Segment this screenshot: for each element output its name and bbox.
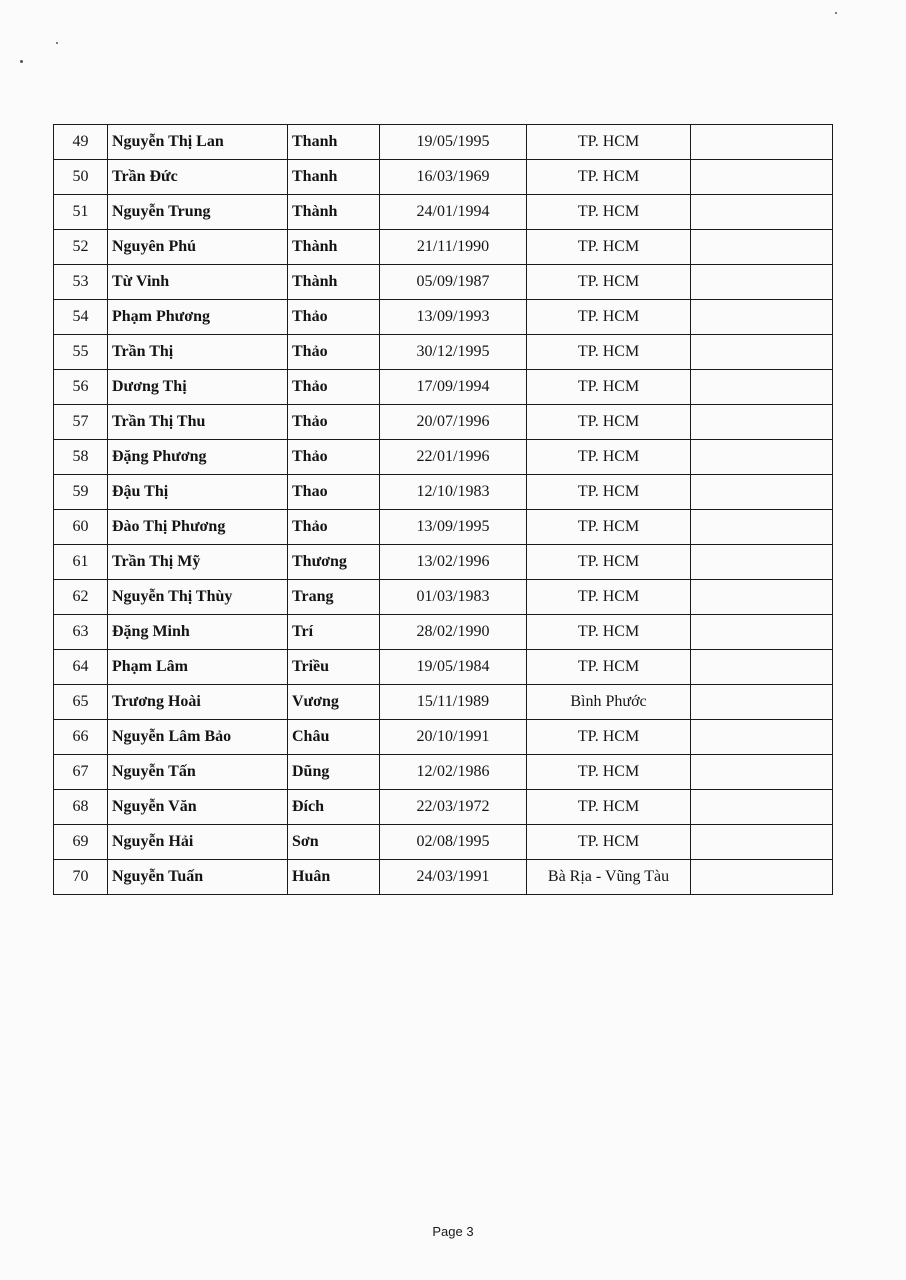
given-name-cell: Dũng: [288, 755, 380, 790]
note-cell: [691, 825, 833, 860]
surname-cell: Trần Đức: [108, 160, 288, 195]
row-number: 54: [54, 300, 108, 335]
birthplace-cell: TP. HCM: [527, 405, 691, 440]
birth-date-cell: 19/05/1984: [380, 650, 527, 685]
birthplace-cell: TP. HCM: [527, 545, 691, 580]
note-cell: [691, 615, 833, 650]
table-row: [54, 160, 833, 195]
birthplace-cell: Bà Rịa - Vũng Tàu: [527, 860, 691, 895]
row-number: 55: [54, 335, 108, 370]
surname-cell: Nguyễn Trung: [108, 195, 288, 230]
surname-cell: Trần Thị Mỹ: [108, 545, 288, 580]
table-row: [54, 755, 833, 790]
scan-speck: [835, 12, 837, 14]
birthplace-cell: TP. HCM: [527, 755, 691, 790]
surname-cell: Nguyên Phú: [108, 230, 288, 265]
table-row: [54, 230, 833, 265]
note-cell: [691, 370, 833, 405]
roster-body: [54, 125, 833, 895]
birthplace-cell: TP. HCM: [527, 195, 691, 230]
row-number: 53: [54, 265, 108, 300]
note-cell: [691, 545, 833, 580]
birthplace-cell: TP. HCM: [527, 650, 691, 685]
scan-speck: [20, 60, 23, 63]
note-cell: [691, 720, 833, 755]
surname-cell: Nguyễn Thị Lan: [108, 125, 288, 160]
row-number: 66: [54, 720, 108, 755]
row-number: 67: [54, 755, 108, 790]
surname-cell: Nguyễn Tấn: [108, 755, 288, 790]
birthplace-cell: TP. HCM: [527, 825, 691, 860]
table-row: [54, 615, 833, 650]
note-cell: [691, 440, 833, 475]
surname-cell: Trần Thị Thu: [108, 405, 288, 440]
table-row: [54, 720, 833, 755]
note-cell: [691, 405, 833, 440]
given-name-cell: Thương: [288, 545, 380, 580]
birth-date-cell: 20/07/1996: [380, 405, 527, 440]
birthplace-cell: TP. HCM: [527, 720, 691, 755]
surname-cell: Đào Thị Phương: [108, 510, 288, 545]
birth-date-cell: 13/09/1995: [380, 510, 527, 545]
given-name-cell: Châu: [288, 720, 380, 755]
note-cell: [691, 230, 833, 265]
surname-cell: Đặng Phương: [108, 440, 288, 475]
birth-date-cell: 12/02/1986: [380, 755, 527, 790]
table-row: [54, 265, 833, 300]
given-name-cell: Thanh: [288, 125, 380, 160]
given-name-cell: Thảo: [288, 510, 380, 545]
note-cell: [691, 580, 833, 615]
given-name-cell: Thành: [288, 195, 380, 230]
row-number: 60: [54, 510, 108, 545]
birthplace-cell: TP. HCM: [527, 580, 691, 615]
birth-date-cell: 16/03/1969: [380, 160, 527, 195]
row-number: 65: [54, 685, 108, 720]
birth-date-cell: 01/03/1983: [380, 580, 527, 615]
surname-cell: Phạm Lâm: [108, 650, 288, 685]
given-name-cell: Thảo: [288, 335, 380, 370]
row-number: 59: [54, 475, 108, 510]
row-number: 61: [54, 545, 108, 580]
birthplace-cell: TP. HCM: [527, 370, 691, 405]
birthplace-cell: TP. HCM: [527, 335, 691, 370]
table-row: [54, 475, 833, 510]
table-row: [54, 335, 833, 370]
given-name-cell: Thảo: [288, 405, 380, 440]
surname-cell: Trần Thị: [108, 335, 288, 370]
given-name-cell: Triều: [288, 650, 380, 685]
given-name-cell: Trí: [288, 615, 380, 650]
birth-date-cell: 13/02/1996: [380, 545, 527, 580]
birthplace-cell: TP. HCM: [527, 615, 691, 650]
table-row: [54, 650, 833, 685]
birthplace-cell: TP. HCM: [527, 265, 691, 300]
birth-date-cell: 20/10/1991: [380, 720, 527, 755]
birth-date-cell: 15/11/1989: [380, 685, 527, 720]
surname-cell: Phạm Phương: [108, 300, 288, 335]
row-number: 51: [54, 195, 108, 230]
given-name-cell: Thảo: [288, 300, 380, 335]
note-cell: [691, 335, 833, 370]
row-number: 63: [54, 615, 108, 650]
birthplace-cell: Bình Phước: [527, 685, 691, 720]
table-row: [54, 440, 833, 475]
surname-cell: Đậu Thị: [108, 475, 288, 510]
table-row: [54, 195, 833, 230]
given-name-cell: Thành: [288, 265, 380, 300]
given-name-cell: Thảo: [288, 440, 380, 475]
note-cell: [691, 125, 833, 160]
surname-cell: Nguyễn Lâm Bảo: [108, 720, 288, 755]
birth-date-cell: 24/03/1991: [380, 860, 527, 895]
birthplace-cell: TP. HCM: [527, 510, 691, 545]
surname-cell: Nguyễn Văn: [108, 790, 288, 825]
birthplace-cell: TP. HCM: [527, 440, 691, 475]
note-cell: [691, 510, 833, 545]
row-number: 52: [54, 230, 108, 265]
surname-cell: Nguyễn Thị Thùy: [108, 580, 288, 615]
page-number: Page 3: [432, 1224, 474, 1239]
birth-date-cell: 24/01/1994: [380, 195, 527, 230]
birthplace-cell: TP. HCM: [527, 125, 691, 160]
birth-date-cell: 21/11/1990: [380, 230, 527, 265]
birth-date-cell: 30/12/1995: [380, 335, 527, 370]
given-name-cell: Đích: [288, 790, 380, 825]
birth-date-cell: 22/03/1972: [380, 790, 527, 825]
given-name-cell: Thảo: [288, 370, 380, 405]
note-cell: [691, 195, 833, 230]
surname-cell: Từ Vinh: [108, 265, 288, 300]
birthplace-cell: TP. HCM: [527, 790, 691, 825]
birthplace-cell: TP. HCM: [527, 160, 691, 195]
given-name-cell: Huân: [288, 860, 380, 895]
roster-table: [53, 124, 833, 895]
birthplace-cell: TP. HCM: [527, 300, 691, 335]
table-row: [54, 790, 833, 825]
table-row: [54, 825, 833, 860]
given-name-cell: Sơn: [288, 825, 380, 860]
table-row: [54, 300, 833, 335]
row-number: 49: [54, 125, 108, 160]
birthplace-cell: TP. HCM: [527, 230, 691, 265]
given-name-cell: Vương: [288, 685, 380, 720]
surname-cell: Dương Thị: [108, 370, 288, 405]
row-number: 58: [54, 440, 108, 475]
table-row: [54, 860, 833, 895]
table-row: [54, 545, 833, 580]
row-number: 57: [54, 405, 108, 440]
row-number: 69: [54, 825, 108, 860]
birth-date-cell: 22/01/1996: [380, 440, 527, 475]
note-cell: [691, 755, 833, 790]
table-row: [54, 405, 833, 440]
surname-cell: Đặng Minh: [108, 615, 288, 650]
surname-cell: Nguyễn Hải: [108, 825, 288, 860]
row-number: 50: [54, 160, 108, 195]
row-number: 64: [54, 650, 108, 685]
note-cell: [691, 300, 833, 335]
surname-cell: Nguyễn Tuấn: [108, 860, 288, 895]
surname-cell: Trương Hoài: [108, 685, 288, 720]
birth-date-cell: 28/02/1990: [380, 615, 527, 650]
table-row: [54, 685, 833, 720]
table-row: [54, 125, 833, 160]
birth-date-cell: 02/08/1995: [380, 825, 527, 860]
row-number: 68: [54, 790, 108, 825]
given-name-cell: Thành: [288, 230, 380, 265]
table-row: [54, 370, 833, 405]
note-cell: [691, 860, 833, 895]
birth-date-cell: 05/09/1987: [380, 265, 527, 300]
birth-date-cell: 19/05/1995: [380, 125, 527, 160]
note-cell: [691, 475, 833, 510]
table-row: [54, 510, 833, 545]
note-cell: [691, 160, 833, 195]
table-row: [54, 580, 833, 615]
scan-speck: [56, 42, 58, 44]
given-name-cell: Thanh: [288, 160, 380, 195]
note-cell: [691, 265, 833, 300]
row-number: 70: [54, 860, 108, 895]
note-cell: [691, 790, 833, 825]
row-number: 56: [54, 370, 108, 405]
birth-date-cell: 17/09/1994: [380, 370, 527, 405]
note-cell: [691, 650, 833, 685]
birthplace-cell: TP. HCM: [527, 475, 691, 510]
birth-date-cell: 12/10/1983: [380, 475, 527, 510]
note-cell: [691, 685, 833, 720]
birth-date-cell: 13/09/1993: [380, 300, 527, 335]
given-name-cell: Trang: [288, 580, 380, 615]
row-number: 62: [54, 580, 108, 615]
given-name-cell: Thao: [288, 475, 380, 510]
